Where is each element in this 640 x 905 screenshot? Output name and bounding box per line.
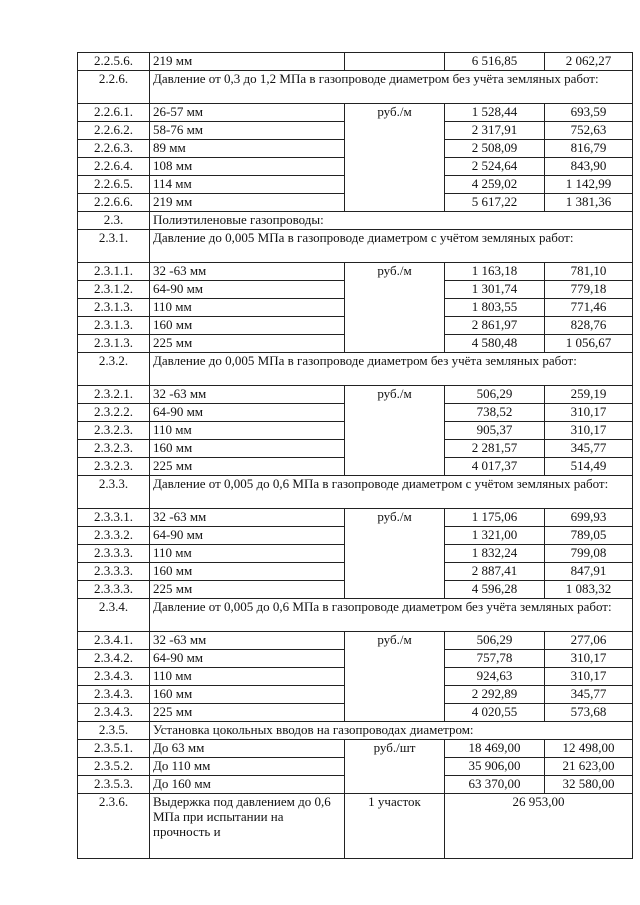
price-with-earthwork: 506,29	[445, 632, 545, 650]
price-with-earthwork: 2 524,64	[445, 158, 545, 176]
price-merged: 26 953,00	[445, 794, 633, 859]
group-number: 2.3.2.	[78, 353, 150, 386]
item-description: 64-90 мм	[150, 281, 345, 299]
unit-cell	[345, 53, 445, 71]
item-number: 2.3.1.1.	[78, 263, 150, 281]
price-with-earthwork: 2 508,09	[445, 140, 545, 158]
table-row	[78, 794, 633, 859]
item-number: 2.3.1.3.	[78, 335, 150, 353]
item-description: 64-90 мм	[150, 527, 345, 545]
table-row	[78, 212, 633, 230]
table-row	[78, 353, 633, 386]
item-number: 2.3.5.3.	[78, 776, 150, 794]
price-without-earthwork: 12 498,00	[545, 740, 633, 758]
price-with-earthwork: 4 596,28	[445, 581, 545, 599]
item-number: 2.3.4.3.	[78, 686, 150, 704]
table-row	[78, 104, 633, 122]
item-number: 2.2.6.3.	[78, 140, 150, 158]
price-without-earthwork: 771,46	[545, 299, 633, 317]
price-with-earthwork: 905,37	[445, 422, 545, 440]
item-number: 2.3.1.3.	[78, 317, 150, 335]
price-with-earthwork: 2 861,97	[445, 317, 545, 335]
table-row	[78, 263, 633, 281]
price-without-earthwork: 259,19	[545, 386, 633, 404]
price-without-earthwork: 828,76	[545, 317, 633, 335]
unit-cell: 1 участок	[345, 794, 445, 859]
table-row	[78, 386, 633, 404]
item-description: Выдержка под давлением до 0,6 МПа при испытании на прочность и	[150, 794, 345, 859]
item-number: 2.3.4.3.	[78, 668, 150, 686]
price-with-earthwork: 757,78	[445, 650, 545, 668]
item-number: 2.3.3.1.	[78, 509, 150, 527]
item-description: 219 мм	[150, 194, 345, 212]
item-number: 2.3.3.3.	[78, 581, 150, 599]
item-description: 160 мм	[150, 317, 345, 335]
table-row	[78, 71, 633, 104]
price-with-earthwork: 2 292,89	[445, 686, 545, 704]
price-without-earthwork: 345,77	[545, 686, 633, 704]
price-with-earthwork: 1 832,24	[445, 545, 545, 563]
price-without-earthwork: 310,17	[545, 404, 633, 422]
item-number: 2.3.1.2.	[78, 281, 150, 299]
unit-cell: руб./м	[345, 632, 445, 722]
price-without-earthwork: 310,17	[545, 422, 633, 440]
group-description: Давление от 0,005 до 0,6 МПа в газопроводе диаметром с учётом земляных работ:	[150, 476, 633, 509]
price-with-earthwork: 6 516,85	[445, 53, 545, 71]
price-with-earthwork: 1 803,55	[445, 299, 545, 317]
price-without-earthwork: 345,77	[545, 440, 633, 458]
price-with-earthwork: 35 906,00	[445, 758, 545, 776]
item-description: 219 мм	[150, 53, 345, 71]
item-number: 2.3.4.2.	[78, 650, 150, 668]
price-with-earthwork: 1 301,74	[445, 281, 545, 299]
price-without-earthwork: 816,79	[545, 140, 633, 158]
item-description: До 160 мм	[150, 776, 345, 794]
table-row	[78, 53, 633, 71]
price-without-earthwork: 573,68	[545, 704, 633, 722]
item-description: 225 мм	[150, 335, 345, 353]
section-title: Установка цокольных вводов на газопроводах диаметром:	[150, 722, 633, 740]
item-description: 225 мм	[150, 458, 345, 476]
item-description: 108 мм	[150, 158, 345, 176]
price-without-earthwork: 1 056,67	[545, 335, 633, 353]
item-number: 2.2.6.1.	[78, 104, 150, 122]
item-number: 2.3.3.3.	[78, 563, 150, 581]
item-number: 2.3.3.3.	[78, 545, 150, 563]
item-description: 110 мм	[150, 422, 345, 440]
price-with-earthwork: 1 175,06	[445, 509, 545, 527]
price-with-earthwork: 924,63	[445, 668, 545, 686]
item-description: 110 мм	[150, 299, 345, 317]
item-description: 160 мм	[150, 686, 345, 704]
group-number: 2.3.4.	[78, 599, 150, 632]
item-number: 2.3.2.3.	[78, 440, 150, 458]
price-without-earthwork: 277,06	[545, 632, 633, 650]
unit-cell: руб./м	[345, 386, 445, 476]
price-with-earthwork: 2 317,91	[445, 122, 545, 140]
item-number: 2.2.6.4.	[78, 158, 150, 176]
item-description: 32 -63 мм	[150, 386, 345, 404]
item-description: 58-76 мм	[150, 122, 345, 140]
price-with-earthwork: 4 020,55	[445, 704, 545, 722]
item-number: 2.2.6.5.	[78, 176, 150, 194]
item-number: 2.2.6.6.	[78, 194, 150, 212]
unit-cell: руб./м	[345, 509, 445, 599]
item-description: 110 мм	[150, 545, 345, 563]
price-without-earthwork: 1 381,36	[545, 194, 633, 212]
item-description: 110 мм	[150, 668, 345, 686]
item-description: 64-90 мм	[150, 650, 345, 668]
price-with-earthwork: 1 163,18	[445, 263, 545, 281]
table-row	[78, 722, 633, 740]
group-description: Давление от 0,005 до 0,6 МПа в газопроводе диаметром без учёта земляных работ:	[150, 599, 633, 632]
price-without-earthwork: 843,90	[545, 158, 633, 176]
price-without-earthwork: 514,49	[545, 458, 633, 476]
item-number: 2.2.6.2.	[78, 122, 150, 140]
price-without-earthwork: 32 580,00	[545, 776, 633, 794]
item-description: 225 мм	[150, 581, 345, 599]
price-with-earthwork: 63 370,00	[445, 776, 545, 794]
price-without-earthwork: 693,59	[545, 104, 633, 122]
price-with-earthwork: 5 617,22	[445, 194, 545, 212]
price-with-earthwork: 506,29	[445, 386, 545, 404]
item-number: 2.3.2.2.	[78, 404, 150, 422]
group-description: Давление до 0,005 МПа в газопроводе диаметром с учётом земляных работ:	[150, 230, 633, 263]
item-number: 2.3.2.1.	[78, 386, 150, 404]
item-description: До 63 мм	[150, 740, 345, 758]
price-with-earthwork: 4 580,48	[445, 335, 545, 353]
price-with-earthwork: 4 017,37	[445, 458, 545, 476]
item-number: 2.3.1.3.	[78, 299, 150, 317]
item-description: До 110 мм	[150, 758, 345, 776]
table-row	[78, 230, 633, 263]
price-without-earthwork: 1 083,32	[545, 581, 633, 599]
section-number: 2.3.	[78, 212, 150, 230]
item-number: 2.3.2.3.	[78, 458, 150, 476]
price-with-earthwork: 4 259,02	[445, 176, 545, 194]
price-with-earthwork: 738,52	[445, 404, 545, 422]
item-number: 2.3.5.1.	[78, 740, 150, 758]
table-row	[78, 599, 633, 632]
tariff-table-body	[78, 53, 633, 859]
price-without-earthwork: 21 623,00	[545, 758, 633, 776]
group-description: Давление от 0,3 до 1,2 МПа в газопроводе диаметром без учёта земляных работ:	[150, 71, 633, 104]
price-without-earthwork: 310,17	[545, 668, 633, 686]
group-number: 2.2.6.	[78, 71, 150, 104]
table-row	[78, 509, 633, 527]
group-number: 2.3.1.	[78, 230, 150, 263]
item-number: 2.2.5.6.	[78, 53, 150, 71]
group-description: Давление до 0,005 МПа в газопроводе диаметром без учёта земляных работ:	[150, 353, 633, 386]
price-without-earthwork: 752,63	[545, 122, 633, 140]
item-description: 114 мм	[150, 176, 345, 194]
item-description: 32 -63 мм	[150, 632, 345, 650]
item-description: 160 мм	[150, 440, 345, 458]
table-row	[78, 632, 633, 650]
price-without-earthwork: 847,91	[545, 563, 633, 581]
table-row	[78, 740, 633, 758]
item-number: 2.3.4.1.	[78, 632, 150, 650]
item-number: 2.3.6.	[78, 794, 150, 859]
item-description: 160 мм	[150, 563, 345, 581]
table-row	[78, 476, 633, 509]
price-without-earthwork: 2 062,27	[545, 53, 633, 71]
unit-cell: руб./м	[345, 263, 445, 353]
price-with-earthwork: 18 469,00	[445, 740, 545, 758]
price-with-earthwork: 1 528,44	[445, 104, 545, 122]
price-without-earthwork: 789,05	[545, 527, 633, 545]
section-title: Полиэтиленовые газопроводы:	[150, 212, 633, 230]
item-number: 2.3.5.2.	[78, 758, 150, 776]
item-description: 225 мм	[150, 704, 345, 722]
unit-cell: руб./м	[345, 104, 445, 212]
price-without-earthwork: 779,18	[545, 281, 633, 299]
price-without-earthwork: 799,08	[545, 545, 633, 563]
price-without-earthwork: 781,10	[545, 263, 633, 281]
item-number: 2.3.4.3.	[78, 704, 150, 722]
group-number: 2.3.3.	[78, 476, 150, 509]
item-description: 64-90 мм	[150, 404, 345, 422]
item-description: 32 -63 мм	[150, 263, 345, 281]
price-with-earthwork: 1 321,00	[445, 527, 545, 545]
section-number: 2.3.5.	[78, 722, 150, 740]
tariff-table	[77, 52, 633, 859]
item-description: 89 мм	[150, 140, 345, 158]
price-without-earthwork: 310,17	[545, 650, 633, 668]
item-number: 2.3.2.3.	[78, 422, 150, 440]
item-description: 26-57 мм	[150, 104, 345, 122]
price-with-earthwork: 2 281,57	[445, 440, 545, 458]
unit-cell: руб./шт	[345, 740, 445, 794]
price-without-earthwork: 699,93	[545, 509, 633, 527]
price-with-earthwork: 2 887,41	[445, 563, 545, 581]
price-without-earthwork: 1 142,99	[545, 176, 633, 194]
item-number: 2.3.3.2.	[78, 527, 150, 545]
item-description: 32 -63 мм	[150, 509, 345, 527]
